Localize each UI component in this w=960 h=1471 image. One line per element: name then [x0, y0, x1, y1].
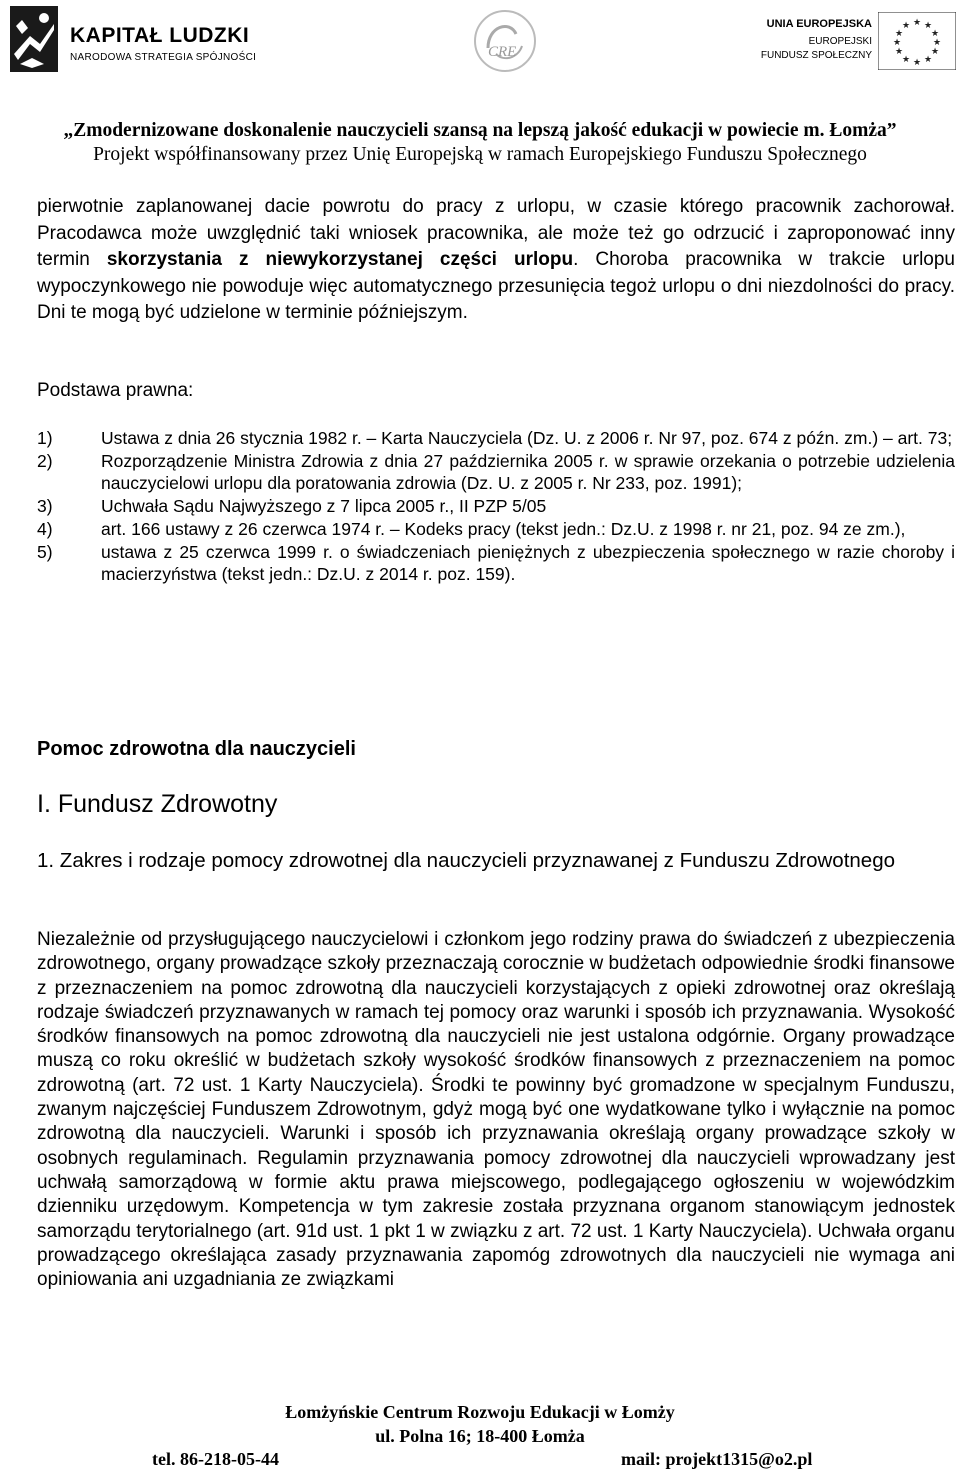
- svg-text:★: ★: [931, 47, 940, 57]
- eu-flag-icon: [878, 12, 956, 70]
- svg-text:★: ★: [902, 55, 911, 65]
- list-item-number: 1): [37, 428, 53, 448]
- list-item-number: 5): [37, 541, 53, 562]
- footer-email: mail: projekt1315@o2.pl: [621, 1449, 813, 1469]
- svg-text:★: ★: [933, 38, 942, 48]
- list-item-text: Ustawa z dnia 26 stycznia 1982 r. – Karta Nauczyciela (Dz. U. z 2006 r. Nr 97, poz. 674 z późn. zm.) – art. 73;: [101, 428, 953, 448]
- section-heading: Pomoc zdrowotna dla nauczycieli: [37, 738, 356, 760]
- eu-logo-line2: EUROPEJSKI: [808, 36, 872, 47]
- svg-text:★: ★: [895, 47, 904, 57]
- eu-logo-line1: UNIA EUROPEJSKA: [766, 18, 872, 30]
- svg-text:★: ★: [924, 21, 933, 31]
- cre-logo: [470, 6, 540, 76]
- list-item: [37, 518, 955, 541]
- legal-basis-list: [37, 427, 955, 586]
- footer-address: ul. Polna 16; 18-400 Łomża: [375, 1426, 585, 1446]
- list-item: [37, 541, 955, 586]
- list-item-text: art. 166 ustawy z 26 czerwca 1974 r. – Kodeks pracy (tekst jedn.: Dz.U. z 1998 r. nr 21, poz. 94 ze zm.),: [101, 518, 906, 539]
- cre-emblem-icon: [470, 6, 540, 76]
- eu-logo-line3: FUNDUSZ SPOŁECZNY: [760, 50, 872, 61]
- list-item-text: Uchwała Sądu Najwyższego z 7 lipca 2005 r., II PZP 5/05: [101, 496, 547, 517]
- list-item-number: 2): [37, 450, 53, 471]
- svg-text:★: ★: [913, 18, 922, 28]
- list-item-text: Rozporządzenie Ministra Zdrowia z dnia 27 października 2005 r. w sprawie orzekania o potrzebie udzielenia nauczycielowi urlopu dla poratowania zdrowia (Dz. U. z 2005 r. Nr 233, poz. 1991);: [101, 450, 955, 494]
- fund-title: I. Fundusz Zdrowotny: [37, 790, 278, 818]
- list-item: [37, 427, 955, 450]
- kapital-ludzki-title: KAPITAŁ LUDZKI: [70, 24, 250, 47]
- intro-text-part1: pierwotnie zaplanowanej dacie powrotu do pracy z urlopu, w czasie którego pracownik zachorował. Pracodawca może uwzględnić taki wniosek pracownika, ale może też go odrzucić i zaproponować inny termin: [37, 196, 955, 270]
- intro-text-part2: . Choroba pracownika w trakcie urlopu wypoczynkowego nie powoduje więc automatycznego przesunięcia tegoż urlopu o dni niezdolności do pracy. Dni te mogą być udzielone w terminie późniejszym.: [37, 249, 955, 323]
- list-item-number: 4): [37, 518, 53, 539]
- project-title: „Zmodernizowane doskonalenie nauczycieli szansą na lepszą jakość edukacji w powiecie m. Łomża”: [63, 120, 897, 141]
- cre-logo-text: CRE: [488, 44, 517, 60]
- svg-text:★: ★: [893, 38, 902, 48]
- project-cofinancing: Projekt współfinansowany przez Unię Europejską w ramach Europejskiego Funduszu Społecznego: [93, 144, 867, 165]
- list-item: [37, 450, 955, 495]
- kapital-ludzki-emblem-icon: [10, 6, 58, 72]
- list-item-text: ustawa z 25 czerwca 1999 r. o świadczeniach pieniężnych z ubezpieczenia społecznego w razie choroby i macierzyństwa (tekst jedn.: Dz.U. z 2014 r. poz. 159).: [101, 541, 955, 585]
- svg-text:★: ★: [895, 29, 904, 39]
- footer-phone: tel. 86-218-05-44: [152, 1449, 279, 1469]
- svg-text:★: ★: [913, 58, 922, 68]
- svg-text:★: ★: [924, 55, 933, 65]
- kapital-ludzki-subtitle: NARODOWA STRATEGIA SPÓJNOŚCI: [70, 52, 257, 63]
- main-paragraph: Niezależnie od przysługującego nauczycielowi i członkom jego rodziny prawa do świadczeń z ubezpieczenia zdrowotnego, organy prowadzące szkoły przeznaczają corocznie w budżetach odpowiednie środki finansowe z przeznaczeniem na pomoc zdrowotną dla nauczycieli korzystających z opieki zdrowotnej oraz określają rodzaje świadczeń przyznawanych w ramach tej pomocy oraz warunki i sposób ich przyznawania. Wysokość środków finansowych na pomoc zdrowotną dla nauczycieli nie jest ustalona odgórnie. Organy prowadzące muszą co roku określić w budżetach szkoły wysokość środków finansowych z przeznaczeniem na pomoc zdrowotną (art. 72 ust. 1 Karty Nauczyciela). Środki te powinny być gromadzone w specjalnym Funduszu, zwanym najczęściej Funduszem Zdrowotnym, gdyż mogą być one wydatkowane tylko i wyłącznie na pomoc zdrowotną dla nauczycieli. Warunki i sposób ich przyznawania określają organy prowadzące szkoły w osobnych regulaminach. Regulamin przyznawania pomocy zdrowotnej dla nauczycieli wprowadzany jest uchwałą samorządową w formie aktu prawa miejscowego, podlegającego ogłoszeniu w wojewódzkim dzienniku urzędowym. Kompetencja w tym zakresie została przyznana organom stanowiącym jednostek samorządu terytorialnego (art. 91d ust. 1 pkt 1 w związku z art. 72 ust. 1 Karty Nauczyciela). Uchwała organu prowadzącego określająca zasady przyznawania zapomóg zdrowotnych dla nauczycieli nie wymaga ani opiniowania ani uzgadniania ze związkami: [37, 929, 955, 1291]
- footer-organization: Łomżyńskie Centrum Rozwoju Edukacji w Łomży: [285, 1402, 675, 1422]
- svg-text:★: ★: [931, 29, 940, 39]
- sub-heading: 1. Zakres i rodzaje pomocy zdrowotnej dla nauczycieli przyznawanej z Funduszu Zdrowotnego: [37, 849, 896, 872]
- eu-logo: [760, 6, 958, 81]
- list-item-number: 3): [37, 496, 53, 517]
- legal-basis-label: Podstawa prawna:: [37, 380, 194, 401]
- intro-text-bold: skorzystania z niewykorzystanej części urlopu: [106, 249, 574, 270]
- kapital-ludzki-logo: [10, 4, 260, 76]
- intro-paragraph: [37, 194, 955, 327]
- svg-text:★: ★: [902, 21, 911, 31]
- list-item: [37, 495, 955, 518]
